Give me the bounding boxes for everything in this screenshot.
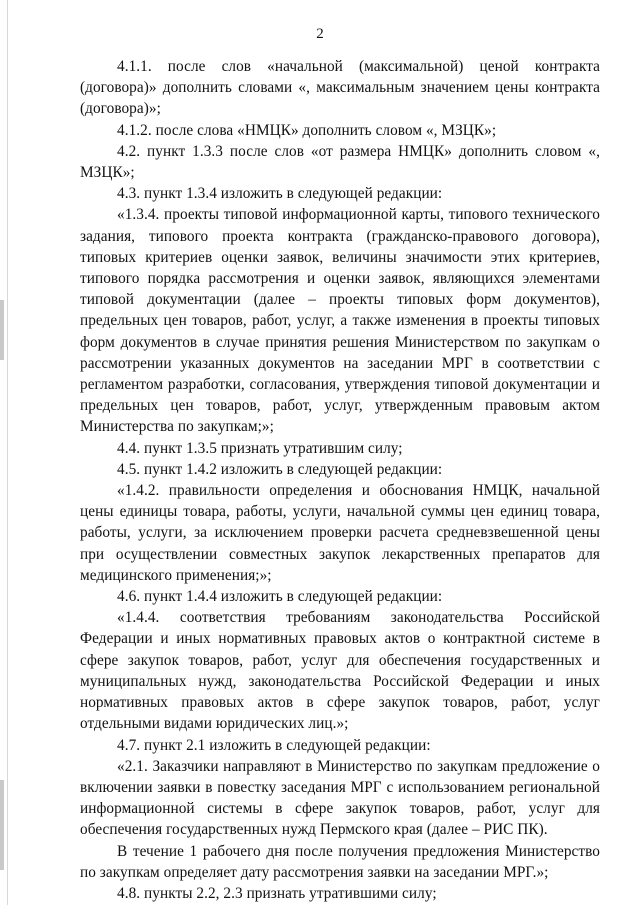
paragraph: «2.1. Заказчики направляют в Министерство по закупкам предложение о включении заявки в повестку заседания МРГ с использованием региональной информационной системы в сфере закупок товаров, работ, услуг для обеспечения государственных нужд Пермского края (далее – РИС ПК). <box>80 757 600 839</box>
paragraph: В течение 1 рабочего дня после получения предложения Министерство по закупкам определяет дату рассмотрения заявки на заседании МРГ.»; <box>80 842 600 881</box>
paragraph: «1.4.2. правильности определения и обоснования НМЦК, начальной цены единицы товара, работы, услуги, начальной суммы цен единиц товара, работы, услуги, за исключением проверки расчета средневзвешенной цены при осуществлении совместных закупок лекарственных препаратов для медицинского применения;»; <box>80 482 600 584</box>
paragraph: 4.3. пункт 1.3.4 изложить в следующей редакции: <box>117 185 443 203</box>
paragraph: 4.2. пункт 1.3.3 после слов «от размера НМЦК» дополнить словом «, МЗЦК»; <box>80 142 600 182</box>
paragraph: «1.4.4. соответствия требованиям законодательства Российской Федерации и иных нормативных правовых актов о контрактной системе в сфере закупок товаров, работ, услуг для обеспечения государственных и муниципальных нужд, законодательства Российской Федерации и иных нормативных правовых актов в сфере закупок товаров, работ, услуг отдельными видами юридических лиц.»; <box>80 609 600 733</box>
paragraph: 4.4. пункт 1.3.5 признать утратившим силу; <box>117 439 403 457</box>
paragraph: 4.8. пункты 2.2, 2.3 признать утратившими силу; <box>117 884 437 902</box>
paragraph: «1.3.4. проекты типовой информационной карты, типового технического задания, типового проекта контракта (гражданско-правового договора), типовых критериев оценки заявок, величины значимости этих критериев, типового порядка рассмотрения и оценки заявок, являющихся элементами типовой документации (далее – проекты типовых форм документов), предельных цен товаров, работ, услуг, а также изменения в проекты типовых форм документов в случае принятия решения Министерством по закупкам о рассмотрении указанных документов на заседании МРГ в соответствии с регламентом разработки, согласования, утверждения типовой документации и предельных цен товаров, работ, услуг, утвержденным правовым актом Министерства по закупкам;»; <box>80 206 600 436</box>
paragraph: 4.5. пункт 1.4.2 изложить в следующей редакции: <box>117 460 443 478</box>
document-body <box>80 56 600 904</box>
paragraph: 4.1.2. после слова «НМЦК» дополнить словом «, МЗЦК»; <box>117 121 497 139</box>
paragraph: 4.6. пункт 1.4.4 изложить в следующей редакции: <box>117 588 443 606</box>
paragraph: 4.1.1. после слов «начальной (максимальной) ценой контракта (договора)» дополнить словами «, максимальным значением цены контракта (договора)»; <box>80 58 600 118</box>
paragraph: 4.7. пункт 2.1 изложить в следующей редакции: <box>117 736 431 754</box>
page-number: 2 <box>316 26 324 42</box>
